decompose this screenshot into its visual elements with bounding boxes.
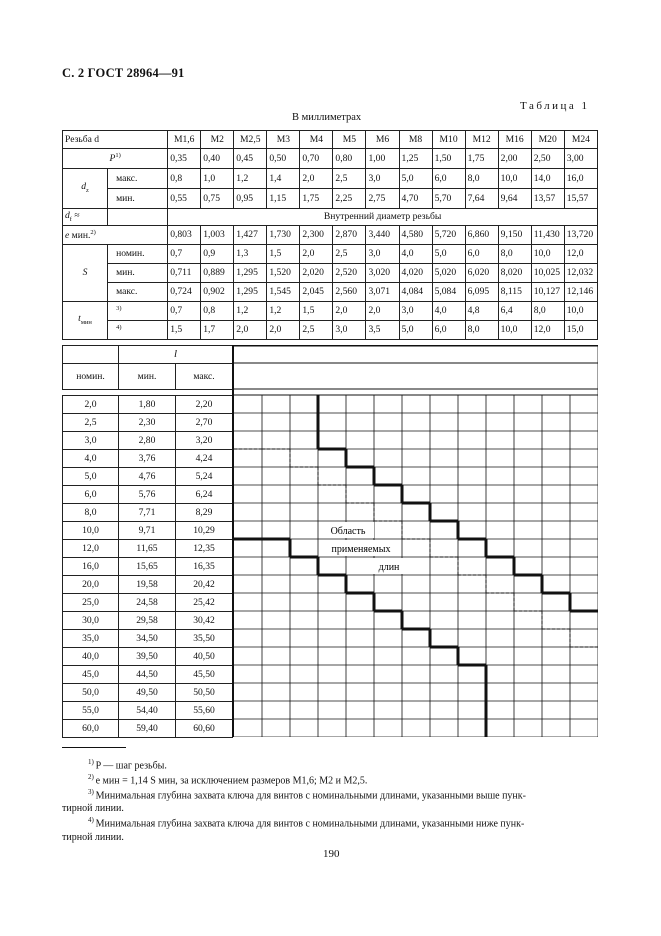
dz-max-value: 0,8	[168, 169, 201, 189]
region-label: Область	[330, 526, 366, 537]
t3-value: 0,7	[168, 302, 201, 321]
length-min: 54,40	[119, 702, 176, 720]
e-value: 2,870	[333, 226, 366, 245]
table-row	[63, 302, 598, 321]
length-nom: 50,0	[63, 684, 119, 702]
dz-max-value: 2,0	[300, 169, 333, 189]
e-value: 3,440	[366, 226, 399, 245]
length-nom: 30,0	[63, 612, 119, 630]
pitch-label: $P^{1)}$	[63, 149, 168, 169]
table-row	[63, 189, 598, 209]
dz-max-value: 5,0	[399, 169, 432, 189]
dz-min-value: 9,64	[498, 189, 531, 209]
length-nom: 60,0	[63, 720, 119, 738]
size-header: М16	[498, 131, 531, 149]
pitch-value: 3,00	[564, 149, 597, 169]
length-nom: 10,0	[63, 522, 119, 540]
length-min: 39,50	[119, 648, 176, 666]
s-max-value: 0,902	[201, 283, 234, 302]
t3-value: 8,0	[531, 302, 564, 321]
s-nom-value: 5,0	[432, 245, 465, 264]
length-max: 30,42	[176, 612, 233, 630]
length-max: 35,50	[176, 630, 233, 648]
size-header: М8	[399, 131, 432, 149]
length-min: 24,58	[119, 594, 176, 612]
footnote-rule	[62, 747, 126, 748]
table-row	[63, 450, 233, 468]
length-max: 4,24	[176, 450, 233, 468]
length-nom: 2,5	[63, 414, 119, 432]
dz-max-value: 3,0	[366, 169, 399, 189]
dz-min-value: 2,75	[366, 189, 399, 209]
length-min: 3,76	[119, 450, 176, 468]
length-min: 44,50	[119, 666, 176, 684]
table-label: Таблица 1	[520, 100, 590, 112]
length-min: 59,40	[119, 720, 176, 738]
footnote	[62, 831, 602, 845]
t3-value: 2,0	[366, 302, 399, 321]
e-value: 1,427	[234, 226, 267, 245]
s-max-value: 12,146	[564, 283, 597, 302]
length-nom: 4,0	[63, 450, 119, 468]
length-nom: 6,0	[63, 486, 119, 504]
s-nom-value: 2,5	[333, 245, 366, 264]
pitch-value: 0,40	[201, 149, 234, 169]
t3-value: 10,0	[564, 302, 597, 321]
table-row	[63, 684, 233, 702]
e-value: 1,730	[267, 226, 300, 245]
footnote	[62, 816, 602, 831]
table-row	[63, 149, 598, 169]
t4-value: 3,0	[333, 321, 366, 340]
table-row	[63, 648, 233, 666]
page-number: 190	[323, 848, 340, 860]
pitch-value: 0,45	[234, 149, 267, 169]
t4-value: 12,0	[531, 321, 564, 340]
length-nom: 35,0	[63, 630, 119, 648]
col-min: мин.	[119, 364, 176, 390]
s-min-value: 8,020	[498, 264, 531, 283]
dz-max-value: 2,5	[333, 169, 366, 189]
length-nom: 3,0	[63, 432, 119, 450]
t3-value: 4,8	[465, 302, 498, 321]
t3-value: 1,2	[267, 302, 300, 321]
s-nom-value: 8,0	[498, 245, 531, 264]
length-max: 55,60	[176, 702, 233, 720]
table-row	[63, 131, 598, 149]
col-nom: номин.	[63, 364, 119, 390]
s-max-value: 10,127	[531, 283, 564, 302]
t3-value: 4,0	[432, 302, 465, 321]
footnote-text: тирной линии.	[62, 803, 124, 815]
length-max: 2,20	[176, 396, 233, 414]
e-value: 11,430	[531, 226, 564, 245]
t3-value: 0,8	[201, 302, 234, 321]
table-row	[63, 612, 233, 630]
length-nom: 8,0	[63, 504, 119, 522]
footnote-text: тирной линии.	[62, 831, 124, 843]
s-max-value: 0,724	[168, 283, 201, 302]
length-min: 29,58	[119, 612, 176, 630]
length-min: 2,30	[119, 414, 176, 432]
size-header: М10	[432, 131, 465, 149]
e-value: 5,720	[432, 226, 465, 245]
s-min-value: 12,032	[564, 264, 597, 283]
s-max-value: 5,084	[432, 283, 465, 302]
dz-min-value: 4,70	[399, 189, 432, 209]
s-max-value: 1,545	[267, 283, 300, 302]
dz-max-value: 14,0	[531, 169, 564, 189]
footnotes	[62, 758, 602, 844]
length-max: 6,24	[176, 486, 233, 504]
dz-min-value: 13,57	[531, 189, 564, 209]
length-min: 4,76	[119, 468, 176, 486]
size-header: М20	[531, 131, 564, 149]
table-row	[63, 702, 233, 720]
t4-value: 15,0	[564, 321, 597, 340]
length-max: 2,70	[176, 414, 233, 432]
length-max: 10,29	[176, 522, 233, 540]
pitch-value: 2,00	[498, 149, 531, 169]
footnote-mark: 4)	[88, 815, 96, 824]
pitch-value: 0,70	[300, 149, 333, 169]
length-nom: 20,0	[63, 576, 119, 594]
spacer-cell	[63, 346, 119, 364]
length-max: 16,35	[176, 558, 233, 576]
df-value: Внутренний диаметр резьбы	[168, 209, 598, 226]
dz-min-value: 1,15	[267, 189, 300, 209]
footnote-mark: 3)	[88, 787, 96, 796]
table-row	[63, 396, 233, 414]
t4-value: 8,0	[465, 321, 498, 340]
t-note4: 4)	[108, 321, 168, 340]
s-nom-value: 3,0	[366, 245, 399, 264]
empty-cell	[108, 209, 168, 226]
footnote	[62, 773, 602, 788]
t4-value: 5,0	[399, 321, 432, 340]
size-header: М24	[564, 131, 597, 149]
length-table	[62, 345, 233, 738]
s-min-value: 10,025	[531, 264, 564, 283]
length-grid	[234, 345, 598, 737]
e-value: 13,720	[564, 226, 597, 245]
s-min-value: 0,711	[168, 264, 201, 283]
nom-label: номин.	[108, 245, 168, 264]
table-row	[63, 486, 233, 504]
length-min: 49,50	[119, 684, 176, 702]
s-min-value: 4,020	[399, 264, 432, 283]
s-min-value: 5,020	[432, 264, 465, 283]
s-max-value: 2,560	[333, 283, 366, 302]
df-label: $d_f$ ≈	[63, 209, 108, 226]
table-row	[63, 432, 233, 450]
s-min-value: 3,020	[366, 264, 399, 283]
table-row	[63, 321, 598, 340]
s-nom-value: 1,3	[234, 245, 267, 264]
s-nom-value: 0,9	[201, 245, 234, 264]
dz-label: $d_z$	[63, 169, 108, 209]
col-max: макс.	[176, 364, 233, 390]
s-nom-value: 0,7	[168, 245, 201, 264]
length-nom: 25,0	[63, 594, 119, 612]
min-label: мин.	[108, 264, 168, 283]
length-min: 34,50	[119, 630, 176, 648]
e-label: e мин.$^{2)}$	[63, 226, 168, 245]
length-nom: 12,0	[63, 540, 119, 558]
footnote	[62, 788, 602, 803]
length-min: 5,76	[119, 486, 176, 504]
s-min-value: 6,020	[465, 264, 498, 283]
pitch-value: 2,50	[531, 149, 564, 169]
length-max: 60,60	[176, 720, 233, 738]
s-min-value: 2,520	[333, 264, 366, 283]
units-label: В миллиметрах	[292, 112, 362, 123]
s-max-value: 8,115	[498, 283, 531, 302]
size-header: М5	[333, 131, 366, 149]
table-row	[63, 226, 598, 245]
e-value: 9,150	[498, 226, 531, 245]
size-header: М4	[300, 131, 333, 149]
table-row	[63, 283, 598, 302]
length-max: 12,35	[176, 540, 233, 558]
table-row	[63, 468, 233, 486]
footnote	[62, 802, 602, 816]
size-header: М12	[465, 131, 498, 149]
length-max: 20,42	[176, 576, 233, 594]
length-max: 25,42	[176, 594, 233, 612]
table-row	[63, 720, 233, 738]
table-row	[63, 576, 233, 594]
length-max: 8,29	[176, 504, 233, 522]
length-max: 50,50	[176, 684, 233, 702]
length-max: 5,24	[176, 468, 233, 486]
length-min: 15,65	[119, 558, 176, 576]
dz-min-value: 0,95	[234, 189, 267, 209]
size-header: М2,5	[234, 131, 267, 149]
length-nom: 16,0	[63, 558, 119, 576]
t4-value: 2,0	[234, 321, 267, 340]
s-nom-value: 2,0	[300, 245, 333, 264]
dz-max-value: 1,2	[234, 169, 267, 189]
s-max-value: 4,084	[399, 283, 432, 302]
t-note3: 3)	[108, 302, 168, 321]
dz-min-value: 1,75	[300, 189, 333, 209]
table-row	[63, 245, 598, 264]
table-row	[63, 630, 233, 648]
table-row	[63, 346, 233, 364]
dz-max-value: 1,4	[267, 169, 300, 189]
footnote-mark: 2)	[88, 772, 96, 781]
footnote-text: P — шаг резьбы.	[95, 760, 167, 772]
max-label: макс.	[108, 283, 168, 302]
table-row	[63, 558, 233, 576]
pitch-value: 1,50	[432, 149, 465, 169]
t-label: $t_{мин}$	[63, 302, 108, 340]
length-min: 11,65	[119, 540, 176, 558]
table-row	[63, 364, 233, 390]
s-max-value: 6,095	[465, 283, 498, 302]
size-header: М2	[201, 131, 234, 149]
length-nom: 2,0	[63, 396, 119, 414]
length-max: 45,50	[176, 666, 233, 684]
table-row	[63, 209, 598, 226]
length-min: 2,80	[119, 432, 176, 450]
dz-max-value: 16,0	[564, 169, 597, 189]
dz-min-value: 0,75	[201, 189, 234, 209]
t3-value: 1,5	[300, 302, 333, 321]
length-nom: 55,0	[63, 702, 119, 720]
length-min: 7,71	[119, 504, 176, 522]
length-nom: 5,0	[63, 468, 119, 486]
e-value: 1,003	[201, 226, 234, 245]
s-max-value: 2,045	[300, 283, 333, 302]
s-max-value: 1,295	[234, 283, 267, 302]
s-nom-value: 10,0	[531, 245, 564, 264]
min-label: мин.	[108, 189, 168, 209]
table-row	[63, 264, 598, 283]
t4-value: 2,5	[300, 321, 333, 340]
dz-min-value: 2,25	[333, 189, 366, 209]
pitch-value: 1,75	[465, 149, 498, 169]
e-value: 0,803	[168, 226, 201, 245]
pitch-value: 1,25	[399, 149, 432, 169]
table-row	[63, 169, 598, 189]
footnote-text: Минимальная глубина захвата ключа для винтов с номинальными длинами, указанными выше пунк-	[95, 789, 526, 801]
e-value: 4,580	[399, 226, 432, 245]
t4-value: 2,0	[267, 321, 300, 340]
footnote	[62, 758, 602, 773]
s-min-value: 0,889	[201, 264, 234, 283]
l-label: l	[119, 346, 233, 364]
s-min-value: 1,520	[267, 264, 300, 283]
dz-max-value: 10,0	[498, 169, 531, 189]
dz-max-value: 8,0	[465, 169, 498, 189]
t4-value: 10,0	[498, 321, 531, 340]
table-row	[63, 666, 233, 684]
t3-value: 1,2	[234, 302, 267, 321]
length-min: 9,71	[119, 522, 176, 540]
footnote-text: e мин = 1,14 S мин, за исключением размеров М1,6; М2 и М2,5.	[95, 775, 368, 787]
s-max-value: 3,071	[366, 283, 399, 302]
dz-max-value: 1,0	[201, 169, 234, 189]
t4-value: 1,7	[201, 321, 234, 340]
table-row	[63, 504, 233, 522]
t3-value: 3,0	[399, 302, 432, 321]
dz-min-value: 0,55	[168, 189, 201, 209]
pitch-value: 0,50	[267, 149, 300, 169]
table-row	[63, 540, 233, 558]
e-value: 2,300	[300, 226, 333, 245]
pitch-value: 1,00	[366, 149, 399, 169]
length-nom: 45,0	[63, 666, 119, 684]
table-row	[63, 414, 233, 432]
page-header: С. 2 ГОСТ 28964—91	[62, 66, 185, 80]
size-header: М6	[366, 131, 399, 149]
size-header: М3	[267, 131, 300, 149]
s-label: S	[63, 245, 108, 302]
t4-value: 6,0	[432, 321, 465, 340]
region-label: длин	[378, 562, 400, 573]
dz-min-value: 7,64	[465, 189, 498, 209]
pitch-value: 0,80	[333, 149, 366, 169]
length-min: 1,80	[119, 396, 176, 414]
table-row	[63, 522, 233, 540]
length-max: 40,50	[176, 648, 233, 666]
table-row	[63, 594, 233, 612]
footnote-mark: 1)	[88, 758, 96, 766]
e-value: 6,860	[465, 226, 498, 245]
s-nom-value: 1,5	[267, 245, 300, 264]
max-label: макс.	[108, 169, 168, 189]
thread-table	[62, 130, 598, 340]
size-header: М1,6	[168, 131, 201, 149]
dz-min-value: 15,57	[564, 189, 597, 209]
t4-value: 1,5	[168, 321, 201, 340]
pitch-value: 0,35	[168, 149, 201, 169]
thread-header: Резьба d	[63, 131, 168, 149]
dz-min-value: 5,70	[432, 189, 465, 209]
s-nom-value: 4,0	[399, 245, 432, 264]
s-nom-value: 12,0	[564, 245, 597, 264]
t3-value: 2,0	[333, 302, 366, 321]
footnote-text: Минимальная глубина захвата ключа для винтов с номинальными длинами, указанными ниже пунк-	[95, 818, 525, 830]
s-min-value: 2,020	[300, 264, 333, 283]
length-max: 3,20	[176, 432, 233, 450]
s-min-value: 1,295	[234, 264, 267, 283]
dz-max-value: 6,0	[432, 169, 465, 189]
s-nom-value: 6,0	[465, 245, 498, 264]
length-min: 19,58	[119, 576, 176, 594]
region-label: применяемых	[331, 544, 391, 555]
length-nom: 40,0	[63, 648, 119, 666]
t4-value: 3,5	[366, 321, 399, 340]
t3-value: 6,4	[498, 302, 531, 321]
